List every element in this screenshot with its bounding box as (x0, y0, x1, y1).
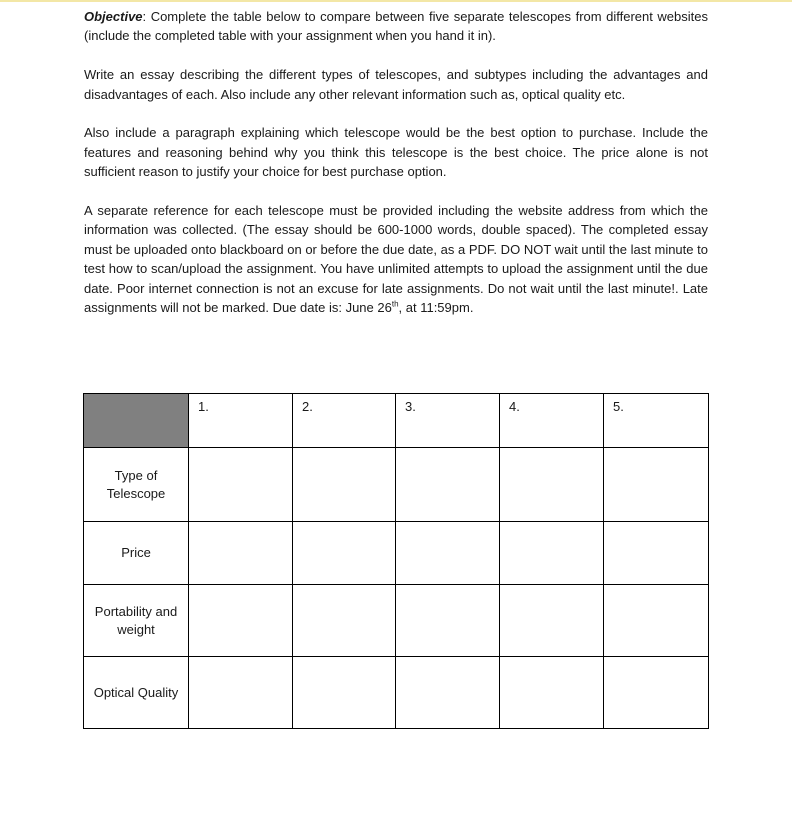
objective-label: Objective (84, 9, 143, 24)
table-cell (293, 448, 396, 522)
objective-text: : Complete the table below to compare between five separate telescopes from different websites (include the completed table with your assignment when you hand it in). (84, 9, 708, 44)
reference-text: A separate reference for each telescope must be provided including the website address from which the information was collected. (The essay should be 600-1000 words, double spaced). The completed essay must be uploaded onto blackboard on or before the due date, as a PDF. DO NOT wait until the last minute to test how to scan/upload the assignment. You have unlimited attempts to upload the assignment until the due date. Poor internet connection is not an excuse for late assignments. Do not wait until the last minute!. Late assignments will not be marked. Due date is: June 26 (84, 203, 708, 316)
table-cell (500, 522, 604, 585)
table-cell (293, 657, 396, 729)
row-header-type: Type of Telescope (84, 448, 189, 522)
column-header-1: 1. (189, 394, 293, 448)
table-cell (604, 448, 709, 522)
table-cell (189, 585, 293, 657)
instructions (84, 7, 708, 317)
table-cell (500, 448, 604, 522)
column-header-3: 3. (396, 394, 500, 448)
table-row (84, 585, 709, 657)
row-header-portability: Portability and weight (84, 585, 189, 657)
objective-paragraph (84, 7, 708, 46)
table-cell (189, 448, 293, 522)
table-cell (396, 522, 500, 585)
table-cell (189, 522, 293, 585)
table-cell (500, 657, 604, 729)
table-corner-cell (84, 394, 189, 448)
reference-paragraph (84, 201, 708, 317)
table-row (84, 522, 709, 585)
row-header-price: Price (84, 522, 189, 585)
table-row (84, 657, 709, 729)
table-cell (500, 585, 604, 657)
table-header-row (84, 394, 709, 448)
column-header-4: 4. (500, 394, 604, 448)
table-cell (293, 585, 396, 657)
table-cell (293, 522, 396, 585)
due-date-superscript: th (391, 299, 399, 309)
header-rule (0, 0, 792, 2)
purchase-paragraph: Also include a paragraph explaining which telescope would be the best option to purchase. Include the features and reasoning behind why you think this telescope is the best choice. The price alone is not sufficient reason to justify your choice for best purchase option. (84, 125, 708, 180)
column-header-5: 5. (604, 394, 709, 448)
row-header-optical: Optical Quality (84, 657, 189, 729)
essay-paragraph: Write an essay describing the different types of telescopes, and subtypes including the advantages and disadvantages of each. Also include any other relevant information such as, optical quality etc. (84, 67, 708, 102)
column-header-2: 2. (293, 394, 396, 448)
table-cell (396, 448, 500, 522)
table-row (84, 448, 709, 522)
comparison-table (83, 393, 709, 729)
table-cell (396, 657, 500, 729)
due-date-tail: , at 11:59pm. (398, 300, 474, 316)
table-cell (604, 585, 709, 657)
table-cell (604, 657, 709, 729)
table-cell (396, 585, 500, 657)
table-cell (189, 657, 293, 729)
table-cell (604, 522, 709, 585)
